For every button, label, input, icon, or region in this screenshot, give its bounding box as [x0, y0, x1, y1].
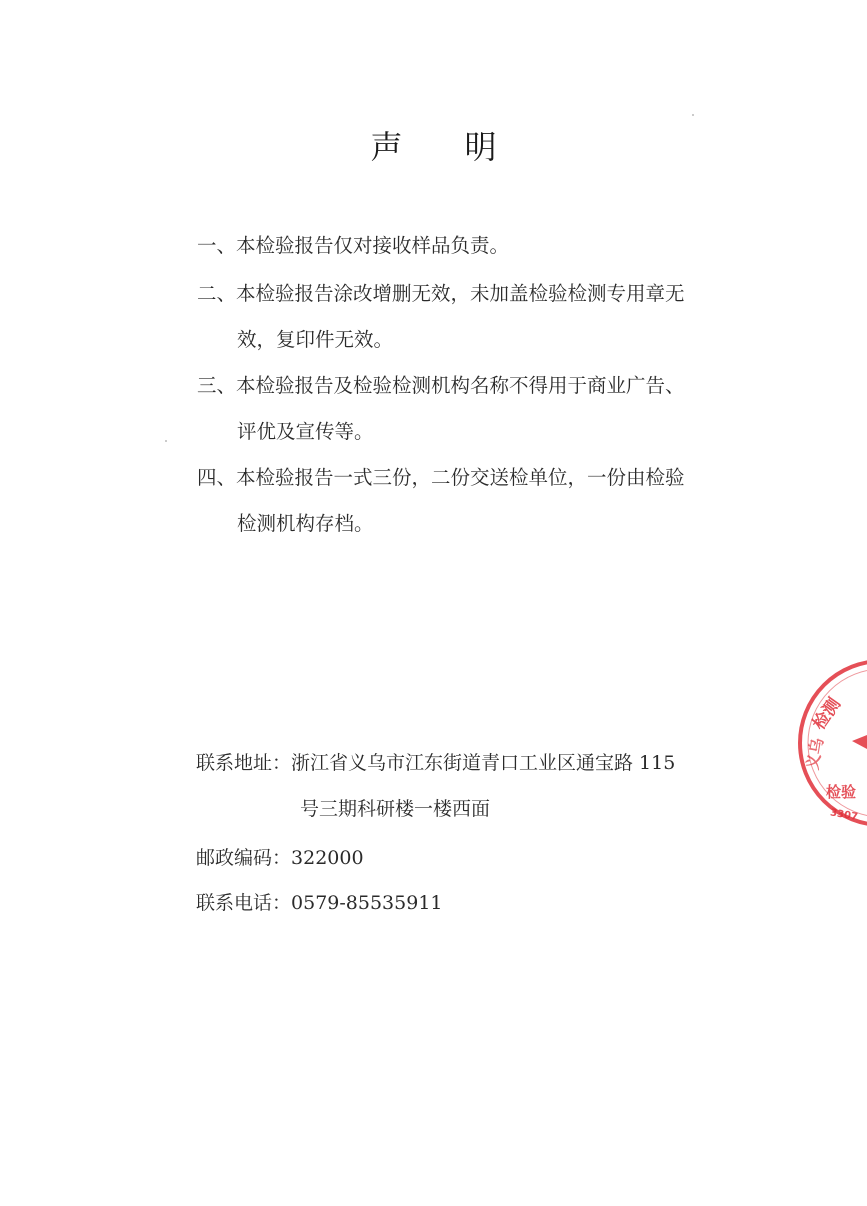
page-title: [0, 122, 867, 168]
address-label: 联系地址：: [196, 752, 292, 774]
seal-graphic: [790, 655, 867, 835]
address-row-continued: [300, 794, 490, 821]
declaration-line-continued: 效，复印件无效。: [237, 328, 394, 351]
declaration-item-3: [197, 363, 742, 455]
phone-value: 0579-85535911: [291, 892, 443, 914]
declaration-line: 一、本检验报告仅对接收样品负责。: [197, 234, 510, 257]
address-value-continued: 号三期科研楼一楼西面: [300, 798, 491, 820]
declaration-line-continued: 检测机构存档。: [237, 512, 374, 535]
title-char-2: 明: [464, 128, 497, 166]
declaration-item-4: [197, 455, 742, 547]
svg-text:3307: 3307: [829, 807, 859, 824]
title-char-1: 声: [370, 128, 403, 166]
svg-text:检验: 检验: [826, 783, 857, 801]
address-row: [196, 748, 675, 775]
address-value: 浙江省义乌市江东街道青口工业区通宝路 115: [291, 752, 676, 774]
declaration-line-continued: 评优及宣传等。: [237, 420, 374, 443]
svg-text:义乌: 义乌: [802, 736, 827, 772]
scan-speck: [165, 440, 167, 442]
declaration-line: 三、本检验报告及检验检测机构名称不得用于商业广告、: [197, 374, 685, 397]
svg-text:检测: 检测: [809, 694, 845, 734]
phone-label: 联系电话：: [196, 892, 292, 914]
postcode-value: 322000: [291, 847, 364, 869]
postcode-label: 邮政编码：: [196, 847, 292, 869]
postcode-row: [196, 843, 364, 870]
declaration-line: 四、本检验报告一式三份，二份交送检单位，一份由检验: [197, 466, 685, 489]
scan-speck: [692, 114, 694, 116]
phone-row: [196, 888, 443, 915]
declaration-line: 二、本检验报告涂改增删无效，未加盖检验检测专用章无: [197, 282, 685, 305]
declaration-item-1: [197, 223, 742, 269]
official-seal: [790, 655, 867, 835]
declaration-item-2: [197, 271, 742, 363]
